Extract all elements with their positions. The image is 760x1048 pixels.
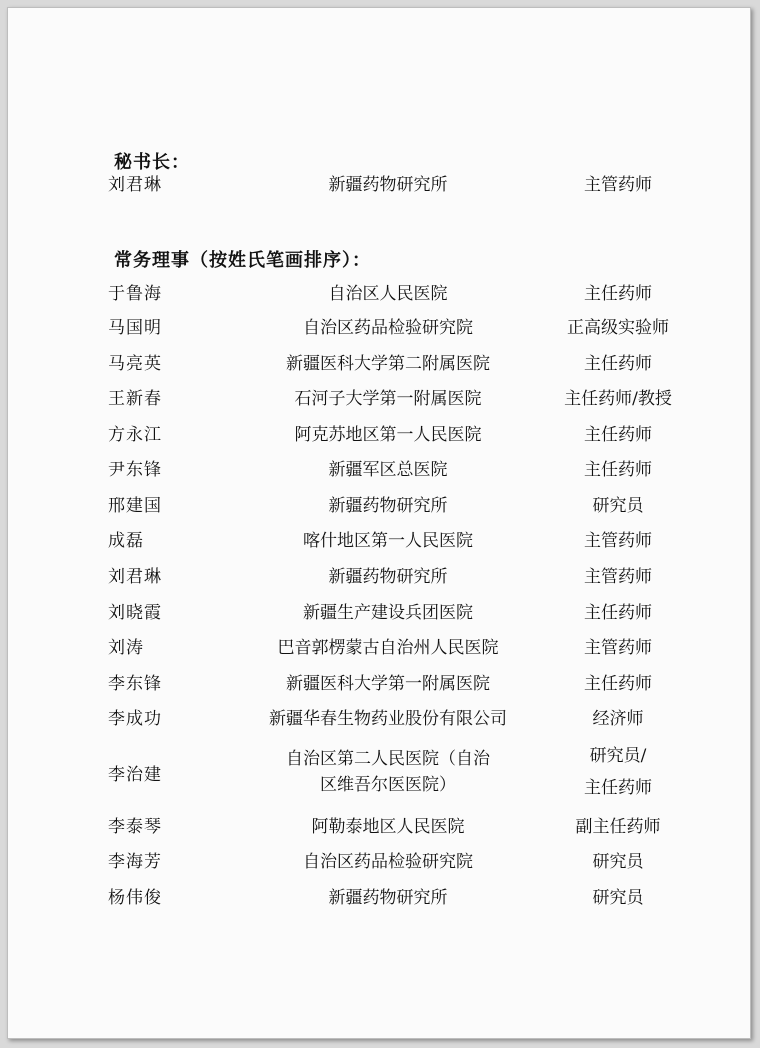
text-line: 新疆医科大学第二附属医院: [286, 354, 490, 374]
member-name: 成磊: [108, 531, 144, 551]
member-organization: [248, 673, 528, 695]
member-name: 李东锋: [108, 674, 162, 694]
member-organization: [248, 495, 528, 517]
member-title: [528, 740, 708, 804]
text-line: 主任药师/教授: [564, 389, 672, 409]
member-name: 杨伟俊: [108, 888, 162, 908]
text-line: 主任药师: [584, 460, 652, 480]
member-title: [528, 317, 708, 339]
text-line: 主管药师: [584, 567, 652, 587]
text-line: 新疆医科大学第一附属医院: [286, 674, 490, 694]
member-title: [528, 602, 708, 624]
document-page: [7, 7, 751, 1039]
member-organization: [248, 317, 528, 339]
text-line: 巴音郭楞蒙古自治州人民医院: [277, 638, 499, 658]
text-line: 新疆军区总医院: [328, 460, 448, 480]
text-line: 主管药师: [584, 175, 652, 195]
text-line: 主任药师: [584, 778, 652, 798]
text-line: 自治区第二人民医院（自治: [286, 749, 490, 769]
text-line: 石河子大学第一附属医院: [294, 389, 482, 409]
member-title: [528, 174, 708, 196]
text-line: 研究员: [592, 852, 644, 872]
text-line: 副主任药师: [575, 817, 661, 837]
text-line: 主任药师: [584, 284, 652, 304]
member-name: 刘涛: [108, 638, 144, 658]
member-title: [528, 388, 708, 410]
member-title: [528, 887, 708, 909]
text-line: 新疆药物研究所: [328, 496, 448, 516]
member-name: 刘晓霞: [108, 603, 162, 623]
text-line: 主管药师: [584, 638, 652, 658]
member-name: 李泰琴: [108, 817, 162, 837]
member-title: [528, 459, 708, 481]
member-organization: [248, 708, 528, 730]
text-line: 研究员/: [589, 746, 647, 766]
member-title: [528, 708, 708, 730]
member-organization: [248, 816, 528, 838]
member-name: 马亮英: [108, 354, 162, 374]
member-name: 李治建: [108, 765, 162, 785]
text-line: 区维吾尔医医院）: [320, 775, 456, 795]
standing-directors-heading: 常务理事（按姓氏笔画排序）：: [114, 250, 371, 271]
text-line: 正高级实验师: [567, 318, 669, 338]
member-title: [528, 283, 708, 305]
member-title: [528, 816, 708, 838]
member-name: 邢建国: [108, 496, 162, 516]
member-title: [528, 673, 708, 695]
text-line: 主任药师: [584, 425, 652, 445]
member-name: 于鲁海: [108, 284, 162, 304]
text-line: 新疆药物研究所: [328, 888, 448, 908]
text-line: 主任药师: [584, 674, 652, 694]
member-organization: [248, 353, 528, 375]
member-name: 方永江: [108, 425, 162, 445]
member-name: 马国明: [108, 318, 162, 338]
member-organization: [248, 746, 528, 798]
member-organization: [248, 566, 528, 588]
member-name: 刘君琳: [108, 567, 162, 587]
text-line: 主管药师: [584, 531, 652, 551]
member-organization: [248, 851, 528, 873]
member-name: 尹东锋: [108, 460, 162, 480]
text-line: 新疆药物研究所: [328, 175, 448, 195]
text-line: 经济师: [592, 709, 644, 729]
member-title: [528, 851, 708, 873]
text-line: 研究员: [592, 888, 644, 908]
text-line: 自治区药品检验研究院: [303, 852, 473, 872]
member-organization: [248, 637, 528, 659]
member-organization: [248, 602, 528, 624]
member-organization: [248, 424, 528, 446]
member-name: 王新春: [108, 389, 162, 409]
secretary-heading: 秘书长：: [114, 152, 190, 173]
member-organization: [248, 174, 528, 196]
member-title: [528, 530, 708, 552]
member-title: [528, 353, 708, 375]
member-title: [528, 637, 708, 659]
text-line: 主任药师: [584, 603, 652, 623]
member-title: [528, 424, 708, 446]
member-name: 李成功: [108, 709, 162, 729]
text-line: 喀什地区第一人民医院: [303, 531, 473, 551]
text-line: 新疆华春生物药业股份有限公司: [269, 709, 507, 729]
member-organization: [248, 459, 528, 481]
member-organization: [248, 283, 528, 305]
member-organization: [248, 887, 528, 909]
text-line: 自治区人民医院: [328, 284, 448, 304]
text-line: 阿克苏地区第一人民医院: [294, 425, 482, 445]
text-line: 阿勒泰地区人民医院: [311, 817, 465, 837]
text-line: 研究员: [592, 496, 644, 516]
member-name: 刘君琳: [108, 175, 162, 195]
member-organization: [248, 388, 528, 410]
text-line: 新疆药物研究所: [328, 567, 448, 587]
text-line: 新疆生产建设兵团医院: [303, 603, 473, 623]
member-title: [528, 495, 708, 517]
text-line: 主任药师: [584, 354, 652, 374]
member-title: [528, 566, 708, 588]
member-organization: [248, 530, 528, 552]
member-name: 李海芳: [108, 852, 162, 872]
text-line: 自治区药品检验研究院: [303, 318, 473, 338]
